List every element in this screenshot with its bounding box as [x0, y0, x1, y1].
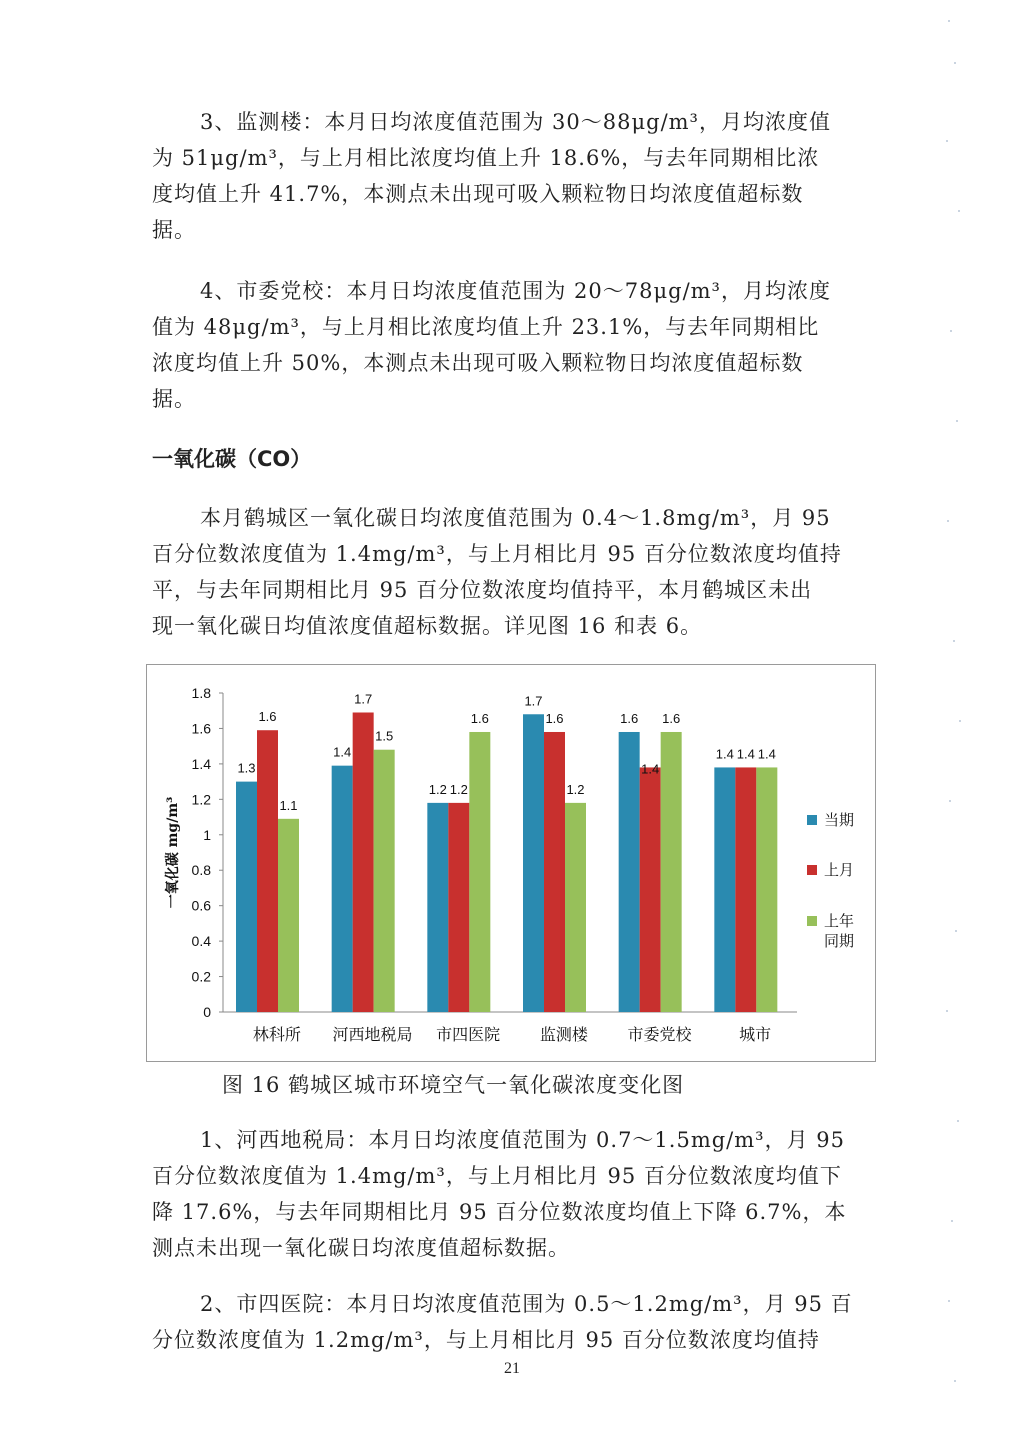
paragraph-co-summary: [152, 500, 868, 644]
text-line: 值为 48μg/m³，与上月相比浓度均值上升 23.1%，与去年同期相比: [152, 315, 820, 339]
data-label: 1.1: [279, 797, 298, 813]
legend-swatch-last-year: [807, 916, 817, 926]
x-category-label: 监测楼: [539, 1025, 588, 1044]
scan-dot: [946, 1010, 948, 1012]
data-label: 1.4: [641, 761, 660, 777]
text-line: 据。: [152, 387, 196, 411]
bar-last-year: [565, 803, 586, 1012]
scan-dot: [955, 930, 957, 932]
text-line: 2、市四医院：本月日均浓度值范围为 0.5～1.2mg/m³，月 95 百: [200, 1292, 853, 1316]
y-tick-label: 0.6: [191, 897, 211, 914]
text-line: 据。: [152, 218, 196, 242]
data-label: 1.4: [333, 744, 352, 760]
data-label: 1.7: [354, 691, 373, 707]
legend-swatch-current: [807, 815, 817, 825]
x-category-label: 市委党校: [627, 1025, 692, 1044]
legend-swatch-last-month: [807, 865, 817, 875]
bar-last-year: [278, 819, 299, 1012]
data-label: 1.3: [237, 760, 256, 776]
data-label: 1.5: [375, 728, 394, 744]
bar-current: [427, 803, 448, 1012]
text-line: 分位数浓度值为 1.2mg/m³，与上月相比月 95 百分位数浓度均值持: [152, 1328, 820, 1352]
scan-dot: [946, 140, 948, 142]
bar-current: [332, 766, 353, 1012]
bar-current: [619, 732, 640, 1012]
text-line: 本月鹤城区一氧化碳日均浓度值范围为 0.4～1.8mg/m³，月 95: [200, 506, 831, 530]
chart-canvas: [147, 665, 875, 1061]
legend-label: 上年: [824, 912, 855, 930]
y-tick-label: 1.6: [191, 720, 211, 737]
y-tick-label: 1.4: [191, 755, 211, 772]
x-category-label: 河西地税局: [332, 1025, 413, 1044]
scan-dot: [959, 720, 961, 722]
page-number: 21: [504, 1360, 520, 1377]
data-label: 1.7: [524, 693, 543, 709]
y-tick-label: 0: [203, 1004, 211, 1020]
scan-dot: [951, 1220, 953, 1222]
data-label: 1.2: [428, 781, 447, 797]
bar-current: [523, 714, 544, 1012]
paragraph-shisi-yiyuan: [152, 1286, 868, 1358]
y-axis-title: 一氧化碳 mg/m³: [165, 796, 181, 909]
text-line: 现一氧化碳日均值浓度值超标数据。详见图 16 和表 6。: [152, 614, 703, 638]
bar-last-year: [374, 750, 395, 1012]
bar-current: [236, 782, 257, 1012]
data-label: 1.6: [662, 710, 681, 726]
data-label: 1.6: [620, 710, 639, 726]
scan-dot: [950, 330, 952, 332]
scan-dot: [953, 640, 955, 642]
y-tick-label: 0.4: [191, 933, 211, 950]
scan-dot: [948, 20, 950, 22]
data-label: 1.4: [757, 746, 776, 762]
text-line: 度均值上升 41.7%，本测点未出现可吸入颗粒物日均浓度值超标数: [152, 182, 804, 206]
text-line: 测点未出现一氧化碳日均浓度值超标数据。: [152, 1236, 570, 1260]
scan-dot: [948, 1300, 950, 1302]
y-tick-label: 1: [203, 826, 211, 843]
bar-last-month: [448, 803, 469, 1012]
data-label: 1.6: [258, 709, 277, 725]
scan-dot: [949, 800, 951, 802]
paragraph-shiwei-dangxiao: [152, 273, 868, 417]
bar-last-year: [661, 732, 682, 1012]
text-line: 浓度均值上升 50%，本测点未出现可吸入颗粒物日均浓度值超标数: [152, 351, 804, 375]
scan-edge-dots: [944, 0, 964, 1447]
section-heading-co: 一氧化碳（CO）: [152, 447, 312, 471]
data-label: 1.6: [470, 710, 489, 726]
x-category-label: 城市: [739, 1025, 772, 1044]
scan-dot: [958, 210, 960, 212]
paragraph-hexi-dishuiju: [152, 1122, 868, 1266]
bar-last-month: [735, 767, 756, 1012]
x-category-label: 市四医院: [436, 1025, 501, 1044]
legend-label: 当期: [824, 811, 855, 829]
y-tick-label: 0.8: [191, 862, 211, 879]
y-tick-label: 0.2: [191, 968, 211, 985]
text-line: 降 17.6%，与去年同期相比月 95 百分位数浓度均值上下降 6.7%，本: [152, 1200, 847, 1224]
data-label: 1.4: [715, 746, 734, 762]
text-line: 3、监测楼：本月日均浓度值范围为 30～88μg/m³，月均浓度值: [200, 110, 831, 134]
bar-current: [714, 767, 735, 1012]
text-line: 为 51μg/m³，与上月相比浓度均值上升 18.6%，与去年同期相比浓: [152, 146, 820, 170]
scan-dot: [947, 520, 949, 522]
text-line: 百分位数浓度值为 1.4mg/m³，与上月相比月 95 百分位数浓度均值下: [152, 1164, 842, 1188]
bar-last-month: [640, 767, 661, 1012]
y-tick-label: 1.2: [191, 791, 211, 808]
scan-dot: [956, 420, 958, 422]
y-tick-label: 1.8: [191, 685, 211, 701]
data-label: 1.4: [736, 746, 755, 762]
legend-label: 同期: [824, 932, 855, 950]
figure-caption: 图 16 鹤城区城市环境空气一氧化碳浓度变化图: [222, 1073, 685, 1097]
legend-label: 上月: [824, 861, 855, 879]
text-line: 4、市委党校：本月日均浓度值范围为 20～78μg/m³，月均浓度: [200, 279, 831, 303]
paragraph-jiancelou: [152, 104, 868, 248]
bar-last-month: [353, 712, 374, 1012]
x-category-label: 林科所: [252, 1025, 301, 1044]
data-label: 1.6: [545, 710, 564, 726]
text-line: 百分位数浓度值为 1.4mg/m³，与上月相比月 95 百分位数浓度均值持: [152, 542, 842, 566]
bar-last-month: [544, 732, 565, 1012]
bar-last-year: [469, 732, 490, 1012]
data-label: 1.2: [566, 781, 585, 797]
scan-dot: [957, 1120, 959, 1122]
co-bar-chart: [146, 664, 876, 1062]
text-line: 平，与去年同期相比月 95 百分位数浓度均值持平，本月鹤城区未出: [152, 578, 813, 602]
bar-last-year: [756, 767, 777, 1012]
bar-last-month: [257, 730, 278, 1012]
data-label: 1.2: [449, 781, 468, 797]
text-line: 1、河西地税局：本月日均浓度值范围为 0.7～1.5mg/m³，月 95: [200, 1128, 845, 1152]
scan-dot: [954, 62, 956, 64]
scan-dot: [954, 1380, 956, 1382]
